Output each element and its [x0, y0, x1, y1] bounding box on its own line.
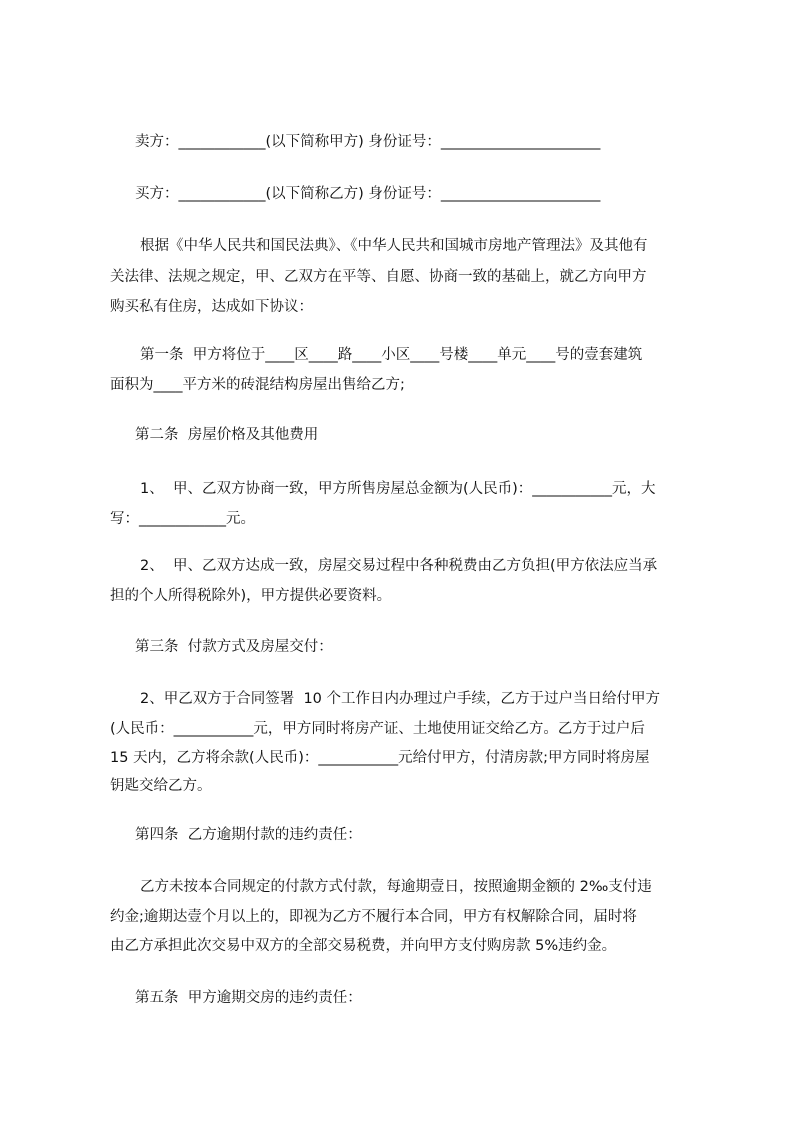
article-4-body-line-3: 由乙方承担此次交易中双方的全部交易税费，并向甲方支付购房款 5%违约金。 — [110, 938, 617, 954]
preamble-line-2: 关法律、法规之规定，甲、乙双方在平等、自愿、协商一致的基础上，就乙方向甲方 — [110, 269, 647, 285]
article-5-title: 第五条 甲方逾期交房的违约责任： — [135, 990, 362, 1006]
article-4-body-line-1: 乙方未按本合同规定的付款方式付款，每逾期壹日，按照逾期金额的 2‰支付违 — [140, 879, 652, 895]
article-2-item-2-line-1: 2、 甲、乙双方达成一致，房屋交易过程中各种税费由乙方负担(甲方依法应当承 — [140, 558, 658, 574]
article-3-item-2-line-4: 钥匙交给乙方。 — [110, 778, 212, 794]
article-1-line-2: 面积为____平方米的砖混结构房屋出售给乙方; — [110, 377, 405, 393]
seller-line: 卖方：____________(以下简称甲方) 身份证号：______________________ — [135, 134, 601, 150]
buyer-line: 买方：____________(以下简称乙方) 身份证号：______________________ — [135, 186, 601, 202]
article-4-body-line-2: 约金;逾期达壹个月以上的，即视为乙方不履行本合同，甲方有权解除合同，届时将 — [110, 909, 637, 925]
article-2-item-2-line-2: 担的个人所得税除外)，甲方提供必要资料。 — [110, 588, 392, 604]
article-3-title: 第三条 付款方式及房屋交付： — [135, 639, 333, 655]
article-4-title: 第四条 乙方逾期付款的违约责任： — [135, 827, 362, 843]
article-2-item-1-line-2: 写：____________元。 — [110, 511, 255, 527]
article-3-item-2-line-1: 2、甲乙双方于合同签署 10 个工作日内办理过户手续，乙方于过户当日给付甲方 — [140, 691, 661, 707]
preamble-line-3: 购买私有住房，达成如下协议： — [110, 299, 313, 315]
article-1-line-1: 第一条 甲方将位于____区____路____小区____号楼____单元____号的壹套建筑 — [140, 347, 643, 363]
article-2-title: 第二条 房屋价格及其他费用 — [135, 427, 319, 443]
article-3-item-2-line-2: (人民币：___________元，甲方同时将房产证、土地使用证交给乙方。乙方于过户后 — [110, 721, 645, 737]
article-3-item-2-line-3: 15 天内，乙方将余款(人民币)：___________元给付甲方，付清房款;甲方同时将房屋 — [110, 750, 650, 766]
article-2-item-1-line-1: 1、 甲、乙双方协商一致，甲方所售房屋总金额为(人民币)：___________元，大 — [140, 481, 656, 497]
preamble-line-1: 根据《中华人民共和国民法典》、《中华人民共和国城市房地产管理法》及其他有 — [140, 238, 648, 254]
